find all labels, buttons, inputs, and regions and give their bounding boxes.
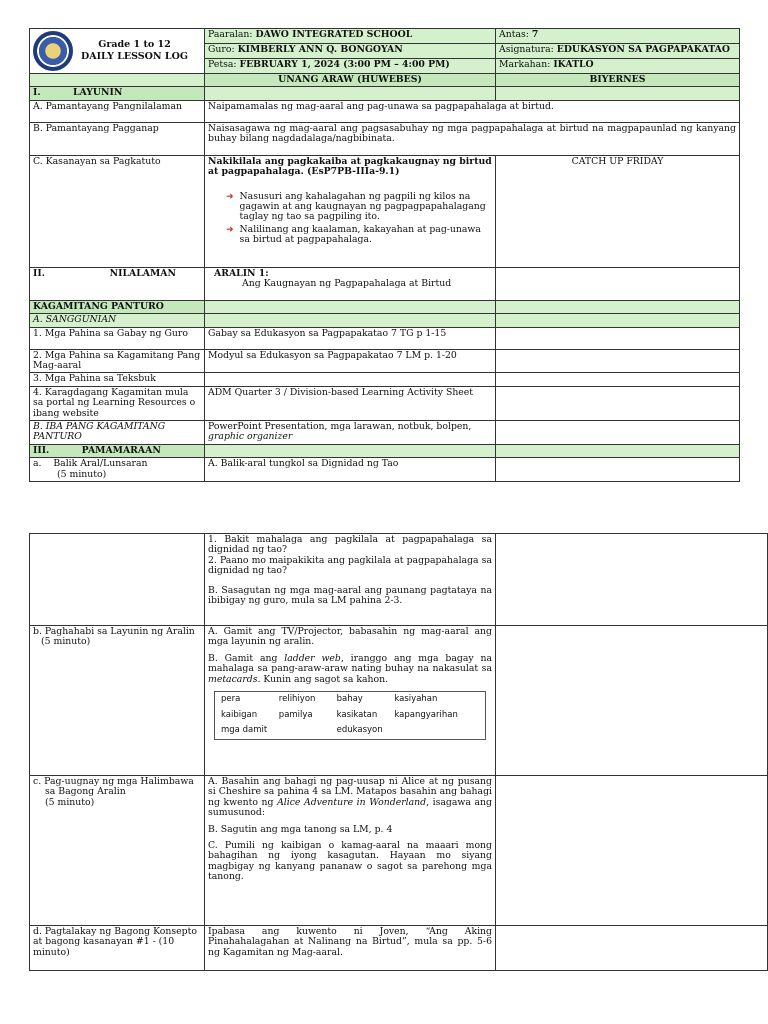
lesson-title: Ang Kaugnayan ng Pagpapahalaga at Birtud [242, 278, 452, 290]
teacher-field: Guro: KIMBERLY ANN Q. BONGOYAN [205, 44, 496, 59]
date-field: Petsa: FEBRUARY 1, 2024 (3:00 PM – 4:00 PM) [205, 59, 496, 74]
lesson-cell [205, 267, 496, 300]
review-text: A. Balik-aral tungkol sa Dignidad ng Tao [205, 458, 496, 482]
header-logo-cell [30, 29, 205, 74]
arrow-bullet-icon: ➜ [226, 224, 234, 235]
resources-section: KAGAMITANG PANTURO [30, 300, 205, 313]
quarter-field: Markahan: IKATLO [496, 59, 740, 74]
review-question: 1. Bakit mahalaga ang pagkilala at pagpapahalaga sa dignidad ng tao? [208, 534, 492, 556]
deped-seal-icon [33, 31, 73, 71]
catch-up-friday: CATCH UP FRIDAY [496, 155, 740, 267]
references-label: A. SANGGUNIAN [30, 314, 205, 327]
log-type-label: DAILY LESSON LOG [81, 51, 188, 62]
school-field: Paaralan: DAWO INTEGRATED SCHOOL [205, 29, 496, 44]
resource-value [205, 373, 496, 386]
pretest-instruction: B. Sasagutan ng mga mag-aaral ang paunang pagtataya na ibibigay ng guro, mula sa LM pahina 2-3. [208, 584, 492, 607]
content-standard-label: A. Pamantayang Pangnilalaman [30, 100, 205, 122]
resource-label: 1. Mga Pahina sa Gabay ng Guro [30, 327, 205, 349]
subject-field: Asignatura: EDUKASYON SA PAGPAPAKATAO [496, 44, 740, 59]
discussion-label: d. Pagtalakay ng Bagong Konsepto at bagong kasanayan #1 - (10 minuto) [30, 926, 205, 971]
competency-bullet: ➜ Nasusuri ang kahalagahan ng pagpili ng kilos na gagawin at ang kaugnayan ng pagpagpapahalagang taglay ng tao sa pagpiling ito. [226, 190, 486, 223]
lesson-log-table-page2 [29, 533, 768, 971]
procedure-section: III. PAMAMARAAN [30, 444, 205, 457]
performance-standard-label: B. Pamantayang Pagganap [30, 122, 205, 155]
resource-label: 4. Karagdagang Kagamitan mula sa portal ng Learning Resources o ibang website [30, 386, 205, 420]
review-continued-cell [205, 534, 496, 626]
competency-bullet: ➜ Nalilinang ang kaalaman, kakayahan at pag-unawa sa birtud at pagpapahalaga. [226, 223, 481, 246]
resource-label: 2. Mga Pahina sa Kagamitang Pang Mag-aaral [30, 349, 205, 373]
content-standard-text: Naipamamalas ng mag-aaral ang pag-unawa sa pagpapahalaga at birtud. [205, 100, 740, 122]
objectives-setting-label-cell: b. Paghahabi sa Layunin ng Aralin (5 minuto) [30, 626, 205, 776]
lesson-number: ARALIN 1: [214, 267, 269, 279]
objectives-setting-cell: A. Gamit ang TV/Projector, babasahin ng mag-aaral ang mga layunin ng aralin. B. Gamit ang ladder web, iranggo ang mga bagay na mahalaga sa pang-araw-araw nating buhay na nakasulat sa metacards. Kunin ang sagot sa kahon. pera relihiyon bahay kasiyahan kaibigan pamilya kasikatan kapangyarihan mga damit edukasyon [205, 626, 496, 776]
grade-label: Grade 1 to 12 [98, 39, 171, 51]
values-word-box: pera relihiyon bahay kasiyahan kaibigan pamilya kasikatan kapangyarihan mga damit edukasyon [214, 691, 486, 740]
resource-value: Gabay sa Edukasyon sa Pagpapakatao 7 TG p 1-15 [205, 327, 496, 349]
arrow-bullet-icon: ➜ [226, 191, 234, 202]
other-resources-label: B. IBA PANG KAGAMITANG PANTURO [30, 421, 205, 445]
performance-standard-text: Naisasagawa ng mag-aaral ang pagsasabuhay ng mga pagpapahalaga at birtud na magpapaunlad ng kanyang buhay bilang nagdadalaga/nagbibinata. [205, 122, 740, 155]
competency-label: C. Kasanayan sa Pagkatuto [30, 155, 205, 267]
review-label-cell: a. Balik Aral/Lunsaran (5 minuto) [30, 458, 205, 482]
examples-label-cell: c. Pag-uugnay ng mga Halimbawa sa Bagong Aralin (5 minuto) [30, 776, 205, 926]
level-field: Antas: 7 [496, 29, 740, 44]
competency-text: Nakikilala ang pagkakaiba at pagkakaugnay ng birtud at pagpapahalaga. (EsP7PB-IIIa-9.1) [208, 155, 492, 178]
discussion-text: Ipabasa ang kuwento ni Joven, “Ang Aking Pinahahalagahan at Nalinang na Birtud”, mula sa pp. 5-6 ng Kagamitan ng Mag-aaral. [205, 926, 496, 971]
resource-value: ADM Quarter 3 / Division-based Learning Activity Sheet [205, 386, 496, 420]
lesson-log-table-page1 [29, 28, 740, 482]
resource-value: Modyul sa Edukasyon sa Pagpapakatao 7 LM p. 1-20 [205, 349, 496, 373]
other-resources-value: PowerPoint Presentation, mga larawan, notbuk, bolpen, graphic organizer [205, 421, 496, 445]
day2-header: BIYERNES [496, 74, 740, 87]
competency-cell [205, 155, 496, 267]
day1-header: UNANG ARAW (HUWEBES) [205, 74, 496, 87]
review-question: 2. Paano mo maipakikita ang pagkilala at pagpapahalaga sa dignidad ng tao? [208, 554, 492, 577]
resource-label: 3. Mga Pahina sa Teksbuk [30, 373, 205, 386]
content-section: II. NILALAMAN [30, 267, 205, 300]
objectives-section: I. LAYUNIN [30, 87, 205, 100]
examples-cell: A. Basahin ang bahagi ng pag-uusap ni Alice at ng pusang si Cheshire sa pahina 4 sa LM. Matapos basahin ang bahagi ng kwento ng Alice Adventure in Wonderland, isagawa ang sumusunod: B. Sagutin ang mga tanong sa LM, p. 4 C. Pumili ng kaibigan o kamag-aaral na maaari mong bahagihan ng iyong kasagutan. Hayaan mo siyang magbigay ng kanyang pananaw o sagot sa parehong mga tanong. [205, 776, 496, 926]
